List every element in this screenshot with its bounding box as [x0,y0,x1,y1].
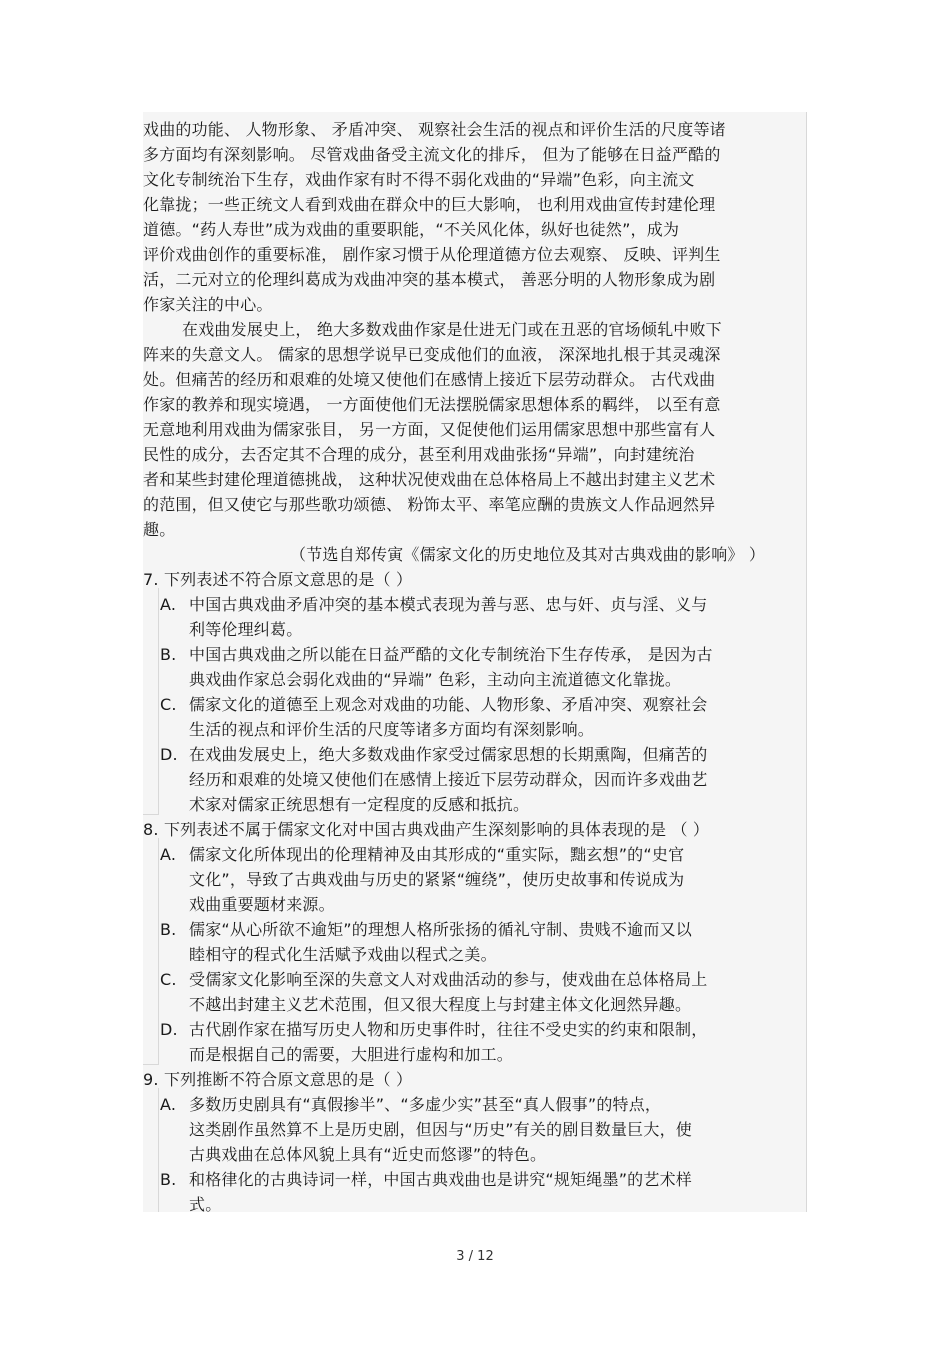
rule-tick [143,814,159,815]
option-letter-a[interactable]: A. [160,595,177,614]
option-rule-q8 [158,838,159,1064]
rule-tick [143,1064,159,1065]
passage-line: 趣。 [143,520,176,539]
question-8-stem: 8. 下列表述不属于儒家文化对中国古典戏曲产生深刻影响的具体表现的是 （ ） [143,820,710,839]
option-text: 古典戏曲在总体风貌上具有“近史而悠谬”的特色。 [189,1145,547,1164]
option-text: 文化”，导致了古典戏曲与历史的紧紧“缠绕”，使历史故事和传说成为 [189,870,685,889]
passage-line: 在戏曲发展史上， 绝大多数戏曲作家是仕进无门或在丑恶的官场倾轧中败下 [182,320,722,339]
option-text: 中国古典戏曲之所以能在日益严酷的文化专制统治下生存传承， 是因为古 [189,645,713,664]
option-text: 儒家“从心所欲不逾矩”的理想人格所张扬的循礼守制、贵贱不逾而又以 [189,920,692,939]
option-rule-q7 [158,588,159,814]
right-margin-rule [806,112,807,1212]
passage-line: 化靠拢；一些正统文人看到戏曲在群众中的巨大影响， 也利用戏曲宣传封建伦理 [143,195,716,214]
option-letter-a[interactable]: A. [160,1095,177,1114]
passage-line: 戏曲的功能、 人物形象、 矛盾冲突、 观察社会生活的视点和评价生活的尺度等诸 [143,120,726,139]
option-text: 而是根据自己的需要，大胆进行虚构和加工。 [189,1045,514,1064]
question-7-stem: 7. 下列表述不符合原文意思的是（ ） [143,570,413,589]
option-text: 在戏曲发展史上，绝大多数戏曲作家受过儒家思想的长期熏陶，但痛苦的 [189,745,708,764]
option-letter-b[interactable]: B. [160,645,177,664]
source-citation: （节选自郑传寅《儒家文化的历史地位及其对古典戏曲的影响》 ） [290,545,766,564]
option-text: 术家对儒家正统思想有一定程度的反感和抵抗。 [189,795,530,814]
option-text: 中国古典戏曲矛盾冲突的基本模式表现为善与恶、忠与奸、贞与淫、义与 [189,595,708,614]
option-text: 儒家文化的道德至上观念对戏曲的功能、人物形象、矛盾冲突、观察社会 [189,695,708,714]
option-text: 生活的视点和评价生活的尺度等诸多方面均有深刻影响。 [189,720,595,739]
page-indicator: 3 / 12 [456,1249,494,1264]
option-letter-b[interactable]: B. [160,1170,177,1189]
option-text: 戏曲重要题材来源。 [189,895,335,914]
option-rule-q9 [158,1088,159,1212]
option-text: 典戏曲作家总会弱化戏曲的“异端” 色彩，主动向主流道德文化靠拢。 [189,670,682,689]
passage-line: 道德。“药人寿世”成为戏曲的重要职能，“不关风化体，纵好也徒然”，成为 [143,220,680,239]
passage-line: 者和某些封建伦理道德挑战， 这种状况使戏曲在总体格局上不越出封建主义艺术 [143,470,716,489]
option-text: 儒家文化所体现出的伦理精神及由其形成的“重实际，黜玄想”的“史官 [189,845,685,864]
option-letter-c[interactable]: C. [160,695,177,714]
passage-line: 多方面均有深刻影响。 尽管戏曲备受主流文化的排斥， 但为了能够在日益严酷的 [143,145,721,164]
passage-line: 作家关注的中心。 [143,295,273,314]
passage-line: 的范围，但又使它与那些歌功颂德、 粉饰太平、率笔应酬的贵族文人作品迥然异 [143,495,716,514]
passage-line: 民性的成分，去否定其不合理的成分，甚至利用戏曲张扬“异端”，向封建统治 [143,445,695,464]
option-text: 这类剧作虽然算不上是历史剧，但因与“历史”有关的剧目数量巨大，使 [189,1120,692,1139]
passage-line: 文化专制统治下生存，戏曲作家有时不得不弱化戏曲的“异端”色彩，向主流文 [143,170,695,189]
option-text: 古代剧作家在描写历史人物和历史事件时，往往不受史实的约束和限制， [189,1020,708,1039]
option-text: 式。 [189,1195,222,1214]
option-text: 不越出封建主义艺术范围，但又很大程度上与封建主体文化迥然异趣。 [189,995,692,1014]
passage-line: 评价戏曲创作的重要标准， 剧作家习惯于从伦理道德方位去观察、 反映、评判生 [143,245,721,264]
passage-line: 无意地利用戏曲为儒家张目， 另一方面，又促使他们运用儒家思想中那些富有人 [143,420,716,439]
option-letter-b[interactable]: B. [160,920,177,939]
option-text: 利等伦理纠葛。 [189,620,303,639]
passage-line: 活，二元对立的伦理纠葛成为戏曲冲突的基本模式， 善恶分明的人物形象成为剧 [143,270,716,289]
passage-line: 阵来的失意文人。 儒家的思想学说早已变成他们的血液， 深深地扎根于其灵魂深 [143,345,721,364]
option-letter-d[interactable]: D. [160,745,178,764]
option-text: 睦相守的程式化生活赋予戏曲以程式之美。 [189,945,497,964]
option-text: 受儒家文化影响至深的失意文人对戏曲活动的参与，使戏曲在总体格局上 [189,970,708,989]
option-text: 经历和艰难的处境又使他们在感情上接近下层劳动群众，因而许多戏曲艺 [189,770,708,789]
passage-line: 作家的教养和现实境遇， 一方面使他们无法摆脱儒家思想体系的羁绊， 以至有意 [143,395,721,414]
option-letter-d[interactable]: D. [160,1020,178,1039]
option-letter-a[interactable]: A. [160,845,177,864]
option-text: 多数历史剧具有“真假掺半”、“多虚少实”甚至“真人假事”的特点， [189,1095,662,1114]
option-letter-c[interactable]: C. [160,970,177,989]
option-text: 和格律化的古典诗词一样，中国古典戏曲也是讲究“规矩绳墨”的艺术样 [189,1170,692,1189]
passage-line: 处。但痛苦的经历和艰难的处境又使他们在感情上接近下层劳动群众。 古代戏曲 [143,370,716,389]
question-9-stem: 9. 下列推断不符合原文意思的是（ ） [143,1070,413,1089]
